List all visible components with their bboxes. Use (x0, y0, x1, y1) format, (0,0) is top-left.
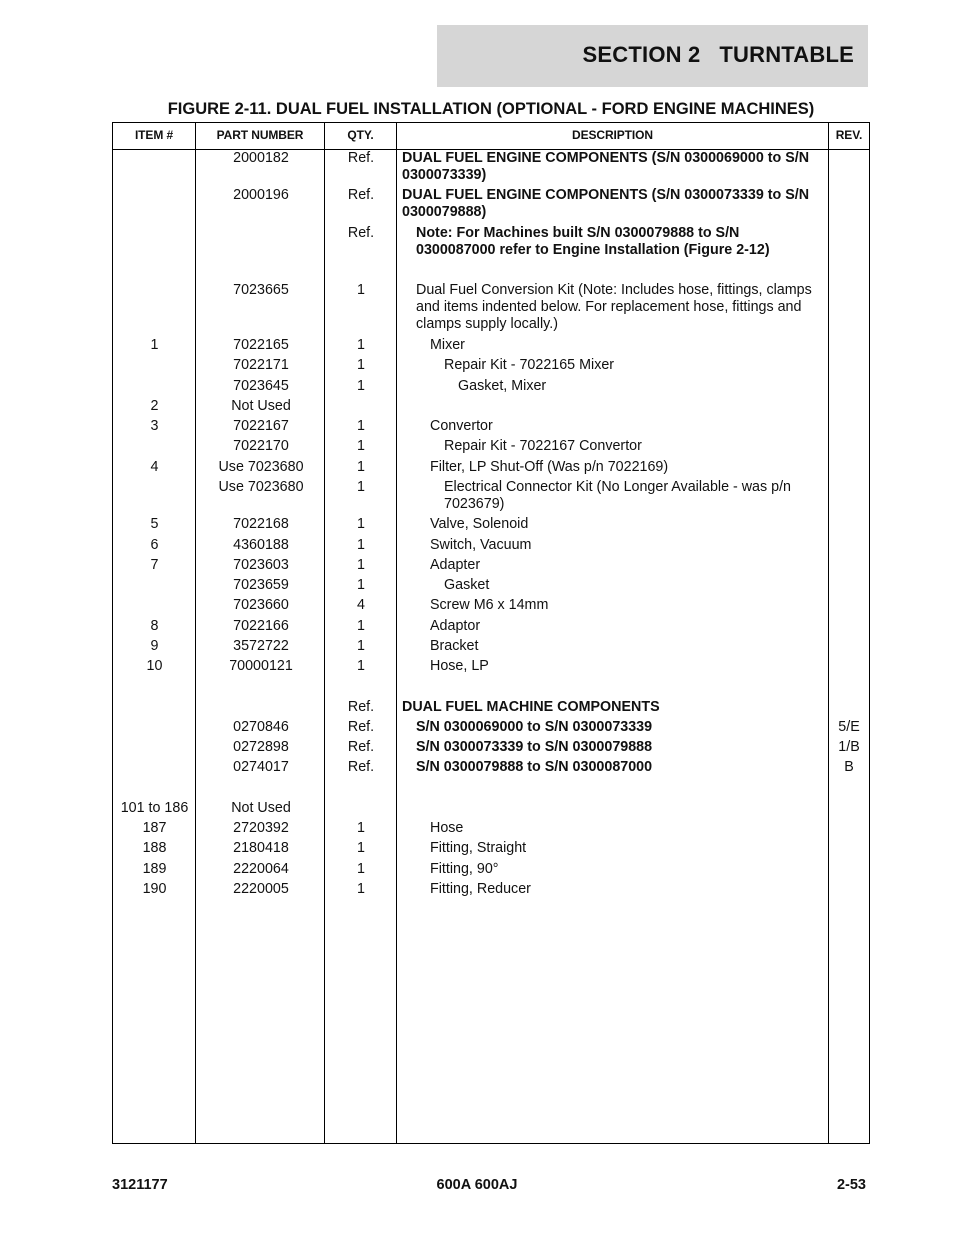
column-header-part-number: PART NUMBER (216, 128, 304, 142)
revision-cell: 5/E (838, 719, 860, 735)
figure-title: FIGURE 2-11. DUAL FUEL INSTALLATION (OPTIONAL - FORD ENGINE MACHINES) (167, 100, 815, 118)
description-cell: Convertor (430, 418, 493, 434)
quantity-cell: 1 (357, 282, 365, 298)
quantity-cell: Ref. (347, 187, 375, 203)
description-cell: Gasket (444, 577, 490, 593)
part-number-cell: 7022171 (233, 357, 289, 373)
description-cell: DUAL FUEL ENGINE COMPONENTS (S/N 0300069000 to S/N 0300073339) (402, 150, 810, 183)
item-number-cell: 5 (150, 516, 159, 532)
quantity-cell: 1 (357, 557, 365, 573)
column-divider (828, 123, 829, 1143)
description-cell: Fitting, Reducer (430, 881, 531, 897)
quantity-cell: 1 (357, 357, 365, 373)
quantity-cell: Ref. (347, 739, 375, 755)
description-cell: Bracket (430, 638, 479, 654)
column-header-qty: QTY. (347, 128, 374, 142)
part-number-cell: 2720392 (233, 820, 289, 836)
part-number-cell: 2000182 (233, 150, 289, 166)
description-cell: S/N 0300079888 to S/N 0300087000 (416, 759, 653, 775)
part-number-cell: 7022165 (233, 337, 289, 353)
section-banner (437, 25, 868, 87)
quantity-cell: 1 (357, 537, 365, 553)
quantity-cell: 1 (357, 861, 365, 877)
description-cell: Fitting, Straight (430, 840, 527, 856)
part-number-cell: 7023603 (233, 557, 289, 573)
description-cell: Fitting, 90° (430, 861, 499, 877)
quantity-cell: 1 (357, 658, 365, 674)
footer-document-number: 3121177 (112, 1177, 168, 1193)
quantity-cell: Ref. (347, 699, 375, 715)
quantity-cell: 1 (357, 820, 365, 836)
part-number-cell: Not Used (231, 398, 291, 414)
description-cell: Dual Fuel Conversion Kit (Note: Includes hose, fittings, clamps and items indented below. For replacement hose, fittings and clamps supply locally.) (416, 282, 812, 332)
description-cell: Switch, Vacuum (430, 537, 532, 553)
section-title: SECTION 2 TURNTABLE (582, 42, 854, 67)
revision-cell: 1/B (838, 739, 860, 755)
part-number-cell: 7022166 (233, 618, 289, 634)
quantity-cell: 1 (357, 881, 365, 897)
item-number-cell: 187 (142, 820, 167, 836)
item-number-cell: 101 to 186 (120, 800, 189, 816)
part-number-cell: 70000121 (229, 658, 293, 674)
quantity-cell: Ref. (347, 759, 375, 775)
item-number-cell: 4 (150, 459, 159, 475)
item-number-cell: 2 (150, 398, 159, 414)
part-number-cell: 0270846 (233, 719, 289, 735)
quantity-cell: 1 (357, 459, 365, 475)
description-cell: Adaptor (430, 618, 481, 634)
description-cell: Gasket, Mixer (458, 378, 547, 394)
quantity-cell: Ref. (347, 225, 375, 241)
part-number-cell: 7022167 (233, 418, 289, 434)
part-number-cell: Not Used (231, 800, 291, 816)
quantity-cell: 1 (357, 840, 365, 856)
quantity-cell: Ref. (347, 719, 375, 735)
quantity-cell: 1 (357, 418, 365, 434)
quantity-cell: 4 (357, 597, 365, 613)
item-number-cell: 188 (142, 840, 167, 856)
quantity-cell: Ref. (347, 150, 375, 166)
description-cell: DUAL FUEL ENGINE COMPONENTS (S/N 0300073339 to S/N 0300079888) (402, 187, 810, 220)
item-number-cell: 10 (146, 658, 163, 674)
item-number-cell: 1 (150, 337, 159, 353)
part-number-cell: 7023645 (233, 378, 289, 394)
part-number-cell: Use 7023680 (218, 479, 304, 495)
part-number-cell: 0274017 (233, 759, 289, 775)
part-number-cell: Use 7023680 (218, 459, 304, 475)
quantity-cell: 1 (357, 479, 365, 495)
item-number-cell: 3 (150, 418, 159, 434)
description-cell: Electrical Connector Kit (No Longer Available - was p/n 7023679) (444, 479, 792, 512)
part-number-cell: 7023659 (233, 577, 289, 593)
item-number-cell: 6 (150, 537, 159, 553)
description-cell: Screw M6 x 14mm (430, 597, 549, 613)
column-divider (396, 123, 397, 1143)
quantity-cell: 1 (357, 438, 365, 454)
footer-model: 600A 600AJ (436, 1177, 518, 1193)
part-number-cell: 2000196 (233, 187, 289, 203)
description-cell: Mixer (430, 337, 465, 353)
item-number-cell: 7 (150, 557, 159, 573)
part-number-cell: 2180418 (233, 840, 289, 856)
part-number-cell: 7022170 (233, 438, 289, 454)
column-header-rev: REV. (835, 128, 863, 142)
description-cell: S/N 0300069000 to S/N 0300073339 (416, 719, 653, 735)
quantity-cell: 1 (357, 638, 365, 654)
quantity-cell: 1 (357, 618, 365, 634)
part-number-cell: 0272898 (233, 739, 289, 755)
item-number-cell: 8 (150, 618, 159, 634)
description-cell: Filter, LP Shut-Off (Was p/n 7022169) (430, 459, 669, 475)
description-cell: Adapter (430, 557, 481, 573)
column-header-description: DESCRIPTION (572, 128, 653, 142)
part-number-cell: 4360188 (233, 537, 289, 553)
part-number-cell: 2220064 (233, 861, 289, 877)
part-number-cell: 7022168 (233, 516, 289, 532)
description-cell: S/N 0300073339 to S/N 0300079888 (416, 739, 653, 755)
item-number-cell: 189 (142, 861, 167, 877)
footer-page-number: 2-53 (836, 1177, 866, 1193)
part-number-cell: 3572722 (233, 638, 289, 654)
part-number-cell: 2220005 (233, 881, 289, 897)
quantity-cell: 1 (357, 516, 365, 532)
quantity-cell: 1 (357, 337, 365, 353)
item-number-cell: 190 (142, 881, 167, 897)
description-cell: Hose (430, 820, 464, 836)
column-header-item: ITEM # (134, 128, 174, 142)
description-cell: Repair Kit - 7022167 Convertor (444, 438, 642, 454)
item-number-cell: 9 (150, 638, 159, 654)
description-cell: Valve, Solenoid (430, 516, 529, 532)
part-number-cell: 7023665 (233, 282, 289, 298)
description-cell: Note: For Machines built S/N 0300079888 to S/N 0300087000 refer to Engine Installation (Figure 2-12) (416, 225, 770, 258)
description-cell: Repair Kit - 7022165 Mixer (444, 357, 615, 373)
description-cell: DUAL FUEL MACHINE COMPONENTS (402, 699, 660, 715)
revision-cell: B (844, 759, 854, 775)
quantity-cell: 1 (357, 577, 365, 593)
parts-table (112, 122, 870, 1144)
quantity-cell: 1 (357, 378, 365, 394)
part-number-cell: 7023660 (233, 597, 289, 613)
description-cell: Hose, LP (430, 658, 489, 674)
